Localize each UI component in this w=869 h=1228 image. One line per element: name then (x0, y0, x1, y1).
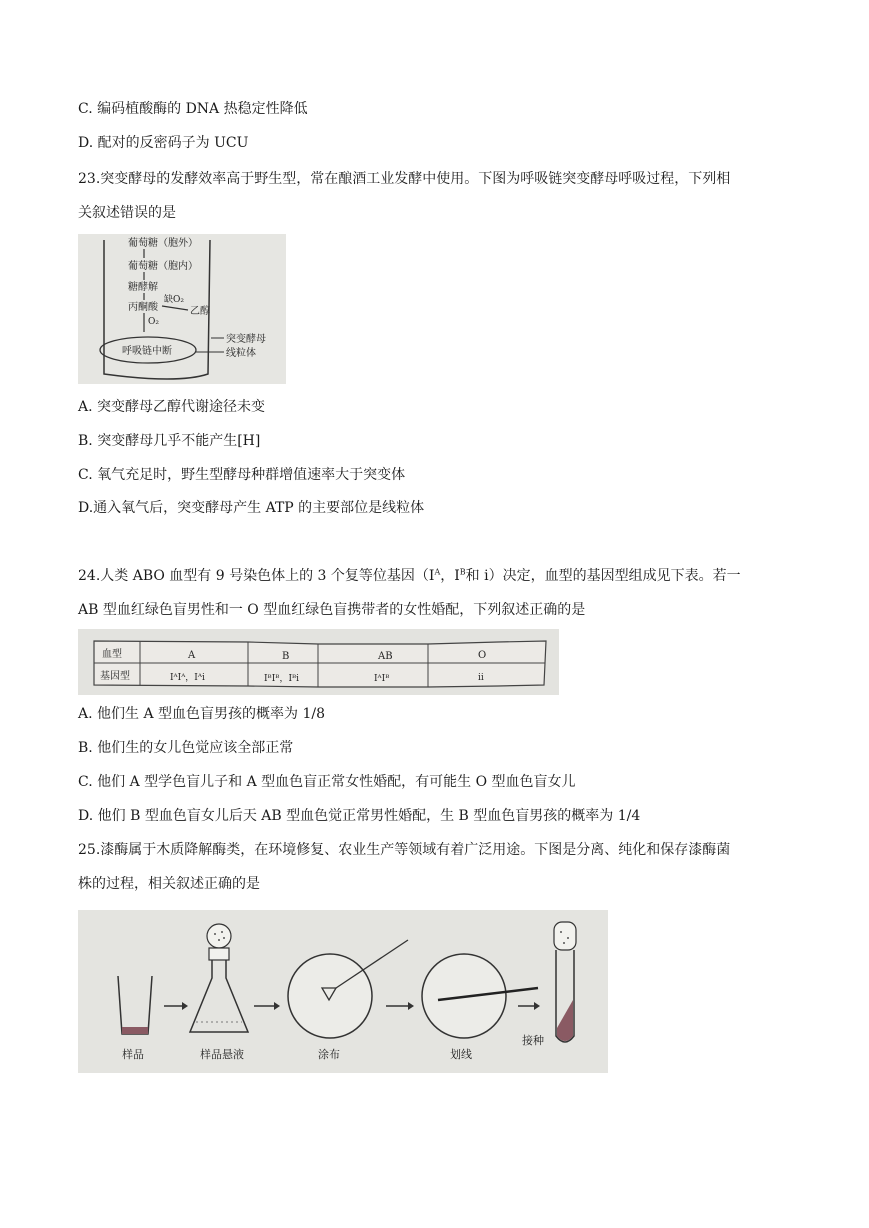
label-lack-o2: 缺O₂ (164, 295, 184, 305)
label-glucose-out: 葡萄糖（胞外） (128, 238, 198, 249)
allele-a-superscript: A (434, 567, 441, 577)
table-genotype-a: IᴬIᴬ，Iᴬi (170, 673, 205, 683)
table-blood-type-ab: AB (378, 651, 393, 662)
label-chain-break: 呼吸链中断 (122, 346, 172, 357)
q24-stem-part3: 和 i）决定，血型的基因型组成见下表。若一 (465, 568, 741, 584)
q24-option-d: D. 他们 B 型血色盲女儿后天 AB 型血色觉正常男性婚配，生 B 型血色盲男孩的概率为 1/4 (78, 808, 641, 824)
table-blood-type-a: A (188, 650, 196, 661)
q24-stem-part1: 24.人类 ABO 血型有 9 号染色体上的 3 个复等位基因（I (78, 568, 435, 584)
table-genotype-o: ii (478, 673, 484, 683)
q23-option-c: C. 氧气充足时，野生型酵母种群增值速率大于突变体 (78, 467, 406, 483)
q22-option-d: D. 配对的反密码子为 UCU (78, 135, 249, 151)
q24-stem-line2: AB 型血红绿色盲男性和一 O 型血红绿色盲携带者的女性婚配，下列叙述正确的是 (78, 602, 586, 618)
q22-option-c: C. 编码植酸酶的 DNA 热稳定性降低 (78, 101, 308, 117)
label-suspension: 样品悬液 (200, 1048, 244, 1061)
q23-option-b: B. 突变酵母几乎不能产生[H] (78, 433, 261, 449)
table-label-blood-type: 血型 (102, 649, 122, 660)
q23-option-d: D.通入氧气后，突变酵母产生 ATP 的主要部位是线粒体 (78, 500, 425, 516)
table-genotype-ab: IᴬIᴮ (374, 674, 390, 684)
label-glucose-in: 葡萄糖（胞内） (128, 261, 198, 272)
q24-option-a: A. 他们生 A 型血色盲男孩的概率为 1/8 (78, 706, 326, 722)
label-sample: 样品 (122, 1048, 144, 1061)
q24-option-b: B. 他们生的女儿色觉应该全部正常 (78, 740, 294, 756)
q25-stem-line1: 25.漆酶属于木质降解酶类，在环境修复、农业生产等领域有着广泛用途。下图是分离、纯化和保存漆酶菌 (78, 842, 731, 858)
label-mutant-yeast: 突变酵母 (226, 334, 266, 345)
q24-stem-part2: ，I (440, 568, 460, 584)
label-o2: O₂ (148, 317, 159, 327)
q24-option-c: C. 他们 A 型学色盲儿子和 A 型血色盲正常女性婚配，有可能生 O 型血色盲女儿 (78, 774, 576, 790)
blood-type-table-figure (78, 629, 559, 695)
label-pyruvate: 丙酮酸 (128, 302, 158, 313)
q23-stem-line1: 23.突变酵母的发酵效率高于野生型，常在酿酒工业发酵中使用。下图为呼吸链突变酵母呼吸过程，下列相 (78, 171, 731, 187)
label-mitochondria: 线粒体 (226, 348, 256, 359)
table-blood-type-b: B (282, 651, 290, 662)
table-genotype-b: IᴮIᴮ，Iᴮi (264, 674, 300, 684)
table-blood-type-o: O (478, 650, 487, 661)
label-streak: 划线 (450, 1048, 472, 1061)
allele-b-superscript: B (459, 567, 466, 577)
q24-stem-line1 (78, 566, 741, 586)
label-ethanol: 乙醇 (190, 306, 210, 317)
label-glycolysis: 糖酵解 (128, 282, 158, 293)
yeast-respiration-figure (78, 234, 286, 384)
laccase-isolation-figure (78, 910, 608, 1073)
q23-stem-line2: 关叙述错误的是 (78, 205, 176, 221)
table-label-genotype: 基因型 (100, 671, 130, 682)
label-spread: 涂布 (318, 1048, 340, 1061)
label-inoculate: 接种 (522, 1034, 544, 1047)
q23-option-a: A. 突变酵母乙醇代谢途径未变 (78, 399, 266, 415)
q25-stem-line2: 株的过程，相关叙述正确的是 (78, 876, 260, 892)
